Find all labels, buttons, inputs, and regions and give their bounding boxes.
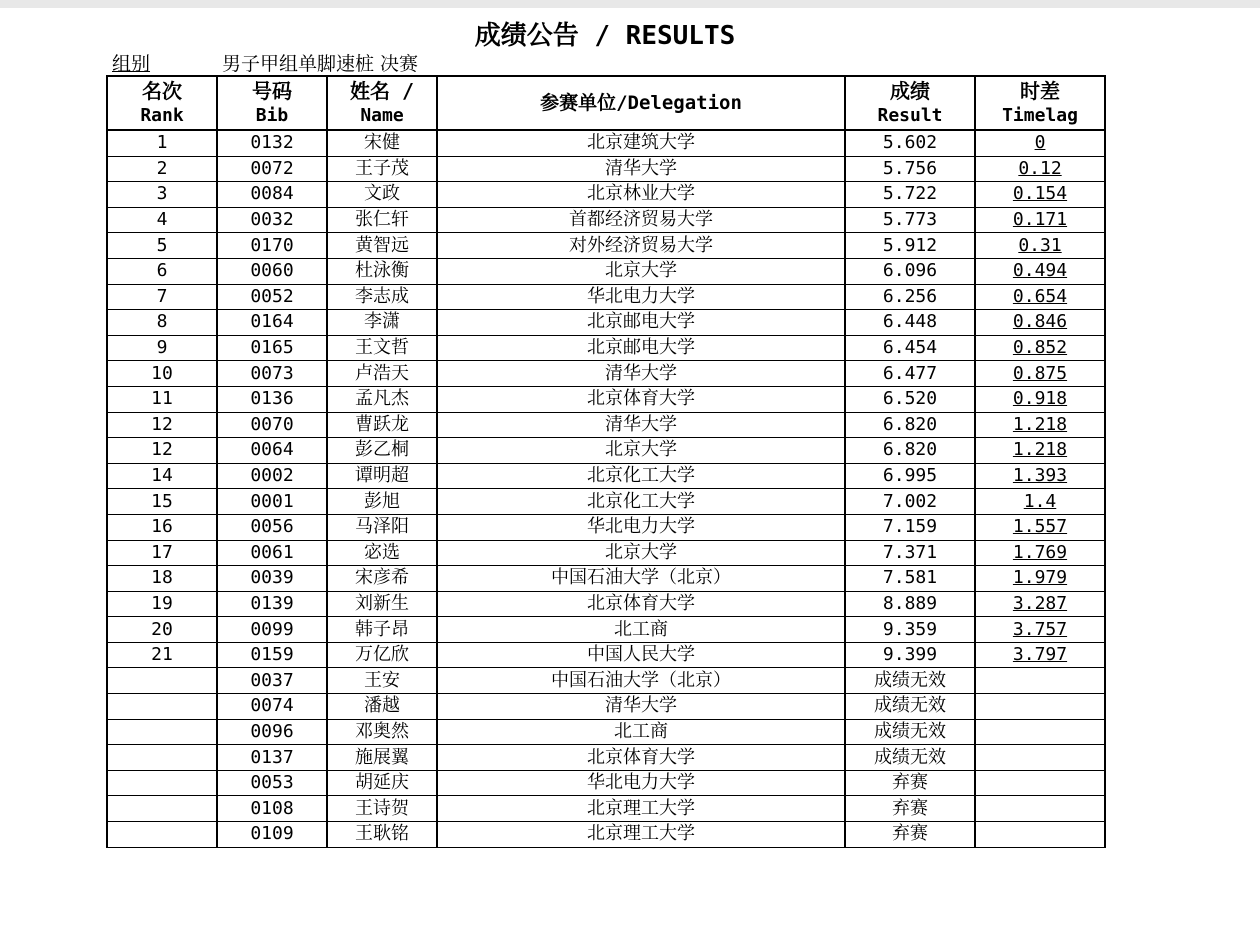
bib-cell: 0137	[217, 745, 327, 771]
rank-cell: 20	[107, 617, 217, 643]
result-cell: 6.454	[845, 335, 975, 361]
name-cell: 彭旭	[327, 489, 437, 515]
bib-cell: 0001	[217, 489, 327, 515]
rank-cell: 17	[107, 540, 217, 566]
name-cell: 王耿铭	[327, 822, 437, 848]
name-cell: 王诗贺	[327, 796, 437, 822]
results-body	[107, 130, 1105, 847]
result-cell: 6.448	[845, 310, 975, 336]
rank-cell: 14	[107, 463, 217, 489]
delegation-cell: 首都经济贸易大学	[437, 207, 845, 233]
header-row	[107, 76, 1105, 130]
timelag-cell: 0.171	[975, 207, 1105, 233]
rank-cell: 10	[107, 361, 217, 387]
group-label: 组别	[112, 53, 151, 75]
header-rank: 名次 Rank	[107, 76, 217, 130]
table-row	[107, 745, 1105, 771]
bib-cell: 0099	[217, 617, 327, 643]
result-cell: 7.371	[845, 540, 975, 566]
rank-cell: 2	[107, 156, 217, 182]
name-cell: 杜泳衡	[327, 258, 437, 284]
bib-cell: 0170	[217, 233, 327, 259]
bib-cell: 0072	[217, 156, 327, 182]
rank-cell: 3	[107, 182, 217, 208]
rank-cell: 7	[107, 284, 217, 310]
table-row	[107, 796, 1105, 822]
name-cell: 韩子昂	[327, 617, 437, 643]
timelag-cell	[975, 668, 1105, 694]
result-cell: 7.581	[845, 566, 975, 592]
result-cell: 6.520	[845, 386, 975, 412]
result-cell: 7.159	[845, 514, 975, 540]
delegation-cell: 中国石油大学（北京）	[437, 668, 845, 694]
bib-cell: 0096	[217, 719, 327, 745]
timelag-cell: 0.852	[975, 335, 1105, 361]
group-info	[112, 52, 418, 76]
top-bar	[0, 0, 1260, 8]
timelag-cell: 1.393	[975, 463, 1105, 489]
result-cell: 弃赛	[845, 796, 975, 822]
rank-cell: 19	[107, 591, 217, 617]
result-cell: 6.096	[845, 258, 975, 284]
rank-cell	[107, 719, 217, 745]
result-cell: 成绩无效	[845, 668, 975, 694]
rank-cell: 12	[107, 438, 217, 464]
timelag-cell: 0.846	[975, 310, 1105, 336]
name-cell: 彭乙桐	[327, 438, 437, 464]
delegation-cell: 北京体育大学	[437, 386, 845, 412]
timelag-cell: 0.31	[975, 233, 1105, 259]
table-row	[107, 310, 1105, 336]
bib-cell: 0061	[217, 540, 327, 566]
bib-cell: 0074	[217, 694, 327, 720]
result-cell: 弃赛	[845, 822, 975, 848]
bib-cell: 0053	[217, 770, 327, 796]
result-cell: 5.912	[845, 233, 975, 259]
delegation-cell: 北工商	[437, 719, 845, 745]
name-cell: 潘越	[327, 694, 437, 720]
delegation-cell: 华北电力大学	[437, 514, 845, 540]
table-row	[107, 719, 1105, 745]
name-cell: 施展翼	[327, 745, 437, 771]
timelag-cell: 1.557	[975, 514, 1105, 540]
delegation-cell: 北京邮电大学	[437, 335, 845, 361]
result-cell: 弃赛	[845, 770, 975, 796]
result-cell: 7.002	[845, 489, 975, 515]
header-name: 姓名 / Name	[327, 76, 437, 130]
result-cell: 5.722	[845, 182, 975, 208]
table-row	[107, 284, 1105, 310]
timelag-cell	[975, 694, 1105, 720]
table-row	[107, 591, 1105, 617]
timelag-cell	[975, 745, 1105, 771]
delegation-cell: 北京化工大学	[437, 463, 845, 489]
result-cell: 6.477	[845, 361, 975, 387]
delegation-cell: 北京体育大学	[437, 745, 845, 771]
timelag-cell: 1.218	[975, 412, 1105, 438]
bib-cell: 0164	[217, 310, 327, 336]
result-cell: 9.359	[845, 617, 975, 643]
result-cell: 8.889	[845, 591, 975, 617]
bib-cell: 0109	[217, 822, 327, 848]
delegation-cell: 华北电力大学	[437, 284, 845, 310]
timelag-cell: 3.287	[975, 591, 1105, 617]
header-bib: 号码 Bib	[217, 76, 327, 130]
table-row	[107, 258, 1105, 284]
bib-cell: 0159	[217, 642, 327, 668]
results-table	[106, 75, 1106, 848]
delegation-cell: 清华大学	[437, 361, 845, 387]
delegation-cell: 北京大学	[437, 540, 845, 566]
name-cell: 邓奥然	[327, 719, 437, 745]
table-row	[107, 822, 1105, 848]
delegation-cell: 北京体育大学	[437, 591, 845, 617]
name-cell: 卢浩天	[327, 361, 437, 387]
result-cell: 6.995	[845, 463, 975, 489]
table-row	[107, 412, 1105, 438]
timelag-cell: 0.154	[975, 182, 1105, 208]
rank-cell: 1	[107, 130, 217, 156]
result-cell: 5.602	[845, 130, 975, 156]
bib-cell: 0108	[217, 796, 327, 822]
timelag-cell: 0.12	[975, 156, 1105, 182]
delegation-cell: 北京大学	[437, 258, 845, 284]
table-row	[107, 489, 1105, 515]
timelag-cell: 1.218	[975, 438, 1105, 464]
name-cell: 曹跃龙	[327, 412, 437, 438]
table-row	[107, 617, 1105, 643]
table-row	[107, 156, 1105, 182]
timelag-cell: 0.918	[975, 386, 1105, 412]
delegation-cell: 清华大学	[437, 412, 845, 438]
name-cell: 宋健	[327, 130, 437, 156]
delegation-cell: 北京理工大学	[437, 822, 845, 848]
bib-cell: 0064	[217, 438, 327, 464]
bib-cell: 0039	[217, 566, 327, 592]
timelag-cell: 1.979	[975, 566, 1105, 592]
rank-cell: 21	[107, 642, 217, 668]
result-cell: 9.399	[845, 642, 975, 668]
delegation-cell: 北京理工大学	[437, 796, 845, 822]
rank-cell: 6	[107, 258, 217, 284]
timelag-cell: 3.797	[975, 642, 1105, 668]
bib-cell: 0132	[217, 130, 327, 156]
bib-cell: 0056	[217, 514, 327, 540]
table-row	[107, 770, 1105, 796]
rank-cell: 4	[107, 207, 217, 233]
delegation-cell: 北京邮电大学	[437, 310, 845, 336]
rank-cell: 18	[107, 566, 217, 592]
bib-cell: 0070	[217, 412, 327, 438]
timelag-cell	[975, 796, 1105, 822]
rank-cell: 8	[107, 310, 217, 336]
bib-cell: 0084	[217, 182, 327, 208]
bib-cell: 0073	[217, 361, 327, 387]
table-row	[107, 566, 1105, 592]
delegation-cell: 中国石油大学（北京）	[437, 566, 845, 592]
bib-cell: 0037	[217, 668, 327, 694]
result-cell: 成绩无效	[845, 719, 975, 745]
delegation-cell: 北京建筑大学	[437, 130, 845, 156]
name-cell: 万亿欣	[327, 642, 437, 668]
delegation-cell: 对外经济贸易大学	[437, 233, 845, 259]
result-cell: 6.820	[845, 412, 975, 438]
rank-cell: 12	[107, 412, 217, 438]
timelag-cell	[975, 822, 1105, 848]
table-row	[107, 182, 1105, 208]
result-cell: 6.256	[845, 284, 975, 310]
name-cell: 王子茂	[327, 156, 437, 182]
rank-cell: 5	[107, 233, 217, 259]
delegation-cell: 北京林业大学	[437, 182, 845, 208]
timelag-cell: 3.757	[975, 617, 1105, 643]
rank-cell	[107, 822, 217, 848]
table-row	[107, 463, 1105, 489]
table-row	[107, 668, 1105, 694]
table-row	[107, 642, 1105, 668]
rank-cell	[107, 745, 217, 771]
result-cell: 6.820	[845, 438, 975, 464]
bib-cell: 0002	[217, 463, 327, 489]
name-cell: 谭明超	[327, 463, 437, 489]
delegation-cell: 北京大学	[437, 438, 845, 464]
name-cell: 孟凡杰	[327, 386, 437, 412]
table-row	[107, 233, 1105, 259]
table-row	[107, 361, 1105, 387]
table-row	[107, 386, 1105, 412]
bib-cell: 0165	[217, 335, 327, 361]
rank-cell: 15	[107, 489, 217, 515]
name-cell: 刘新生	[327, 591, 437, 617]
name-cell: 王安	[327, 668, 437, 694]
delegation-cell: 中国人民大学	[437, 642, 845, 668]
name-cell: 胡延庆	[327, 770, 437, 796]
name-cell: 文政	[327, 182, 437, 208]
delegation-cell: 北京化工大学	[437, 489, 845, 515]
delegation-cell: 华北电力大学	[437, 770, 845, 796]
result-cell: 5.756	[845, 156, 975, 182]
rank-cell	[107, 694, 217, 720]
rank-cell	[107, 770, 217, 796]
timelag-cell: 0.654	[975, 284, 1105, 310]
bib-cell: 0136	[217, 386, 327, 412]
result-cell: 成绩无效	[845, 745, 975, 771]
rank-cell	[107, 668, 217, 694]
bib-cell: 0139	[217, 591, 327, 617]
table-row	[107, 207, 1105, 233]
timelag-cell: 1.4	[975, 489, 1105, 515]
name-cell: 宓选	[327, 540, 437, 566]
result-cell: 成绩无效	[845, 694, 975, 720]
table-row	[107, 540, 1105, 566]
name-cell: 张仁轩	[327, 207, 437, 233]
table-row	[107, 335, 1105, 361]
bib-cell: 0032	[217, 207, 327, 233]
header-delegation: 参赛单位/Delegation	[437, 76, 845, 130]
name-cell: 李潇	[327, 310, 437, 336]
name-cell: 王文哲	[327, 335, 437, 361]
timelag-cell	[975, 770, 1105, 796]
name-cell: 宋彦希	[327, 566, 437, 592]
group-value: 男子甲组单脚速桩 决赛	[222, 53, 419, 75]
name-cell: 黄智远	[327, 233, 437, 259]
timelag-cell: 0.494	[975, 258, 1105, 284]
result-cell: 5.773	[845, 207, 975, 233]
timelag-cell: 0	[975, 130, 1105, 156]
delegation-cell: 清华大学	[437, 156, 845, 182]
table-row	[107, 438, 1105, 464]
name-cell: 李志成	[327, 284, 437, 310]
table-row	[107, 130, 1105, 156]
timelag-cell: 1.769	[975, 540, 1105, 566]
rank-cell	[107, 796, 217, 822]
name-cell: 马泽阳	[327, 514, 437, 540]
header-result: 成绩 Result	[845, 76, 975, 130]
table-row	[107, 514, 1105, 540]
rank-cell: 16	[107, 514, 217, 540]
timelag-cell: 0.875	[975, 361, 1105, 387]
table-row	[107, 694, 1105, 720]
delegation-cell: 北工商	[437, 617, 845, 643]
page-title: 成绩公告 / RESULTS	[474, 21, 736, 51]
bib-cell: 0060	[217, 258, 327, 284]
header-timelag: 时差 Timelag	[975, 76, 1105, 130]
timelag-cell	[975, 719, 1105, 745]
rank-cell: 11	[107, 386, 217, 412]
delegation-cell: 清华大学	[437, 694, 845, 720]
bib-cell: 0052	[217, 284, 327, 310]
rank-cell: 9	[107, 335, 217, 361]
